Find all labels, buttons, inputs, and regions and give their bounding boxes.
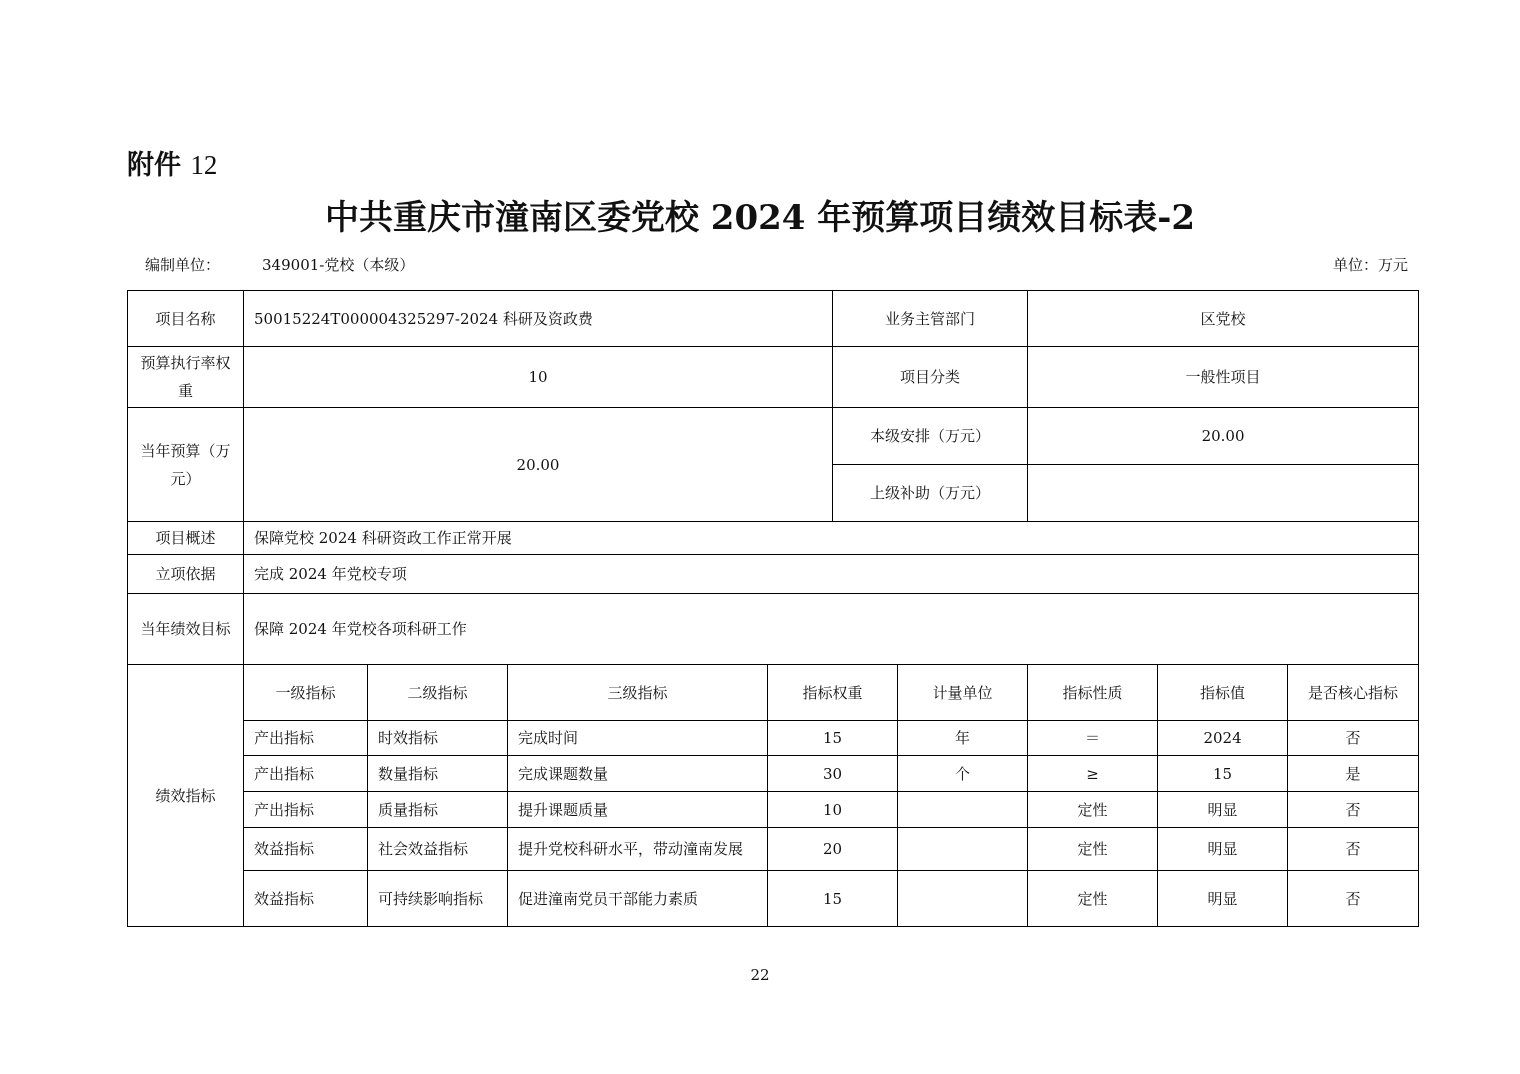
budget-value: 20.00 xyxy=(244,408,833,522)
basis-label: 立项依据 xyxy=(128,555,244,594)
category-value: 一般性项目 xyxy=(1028,347,1419,408)
indicator-row xyxy=(128,871,1419,927)
indicator-level3: 完成时间 xyxy=(508,721,768,756)
indicator-unit xyxy=(898,828,1028,871)
indicator-row xyxy=(128,756,1419,792)
header-unit: 计量单位 xyxy=(898,665,1028,721)
indicator-unit xyxy=(898,871,1028,927)
indicator-level3: 完成课题数量 xyxy=(508,756,768,792)
compile-unit-value: 349001-党校（本级） xyxy=(262,256,415,274)
compile-unit-label: 编制单位： xyxy=(145,256,221,274)
goal-label: 当年绩效目标 xyxy=(128,594,244,665)
dept-label: 业务主管部门 xyxy=(833,291,1028,347)
indicator-core: 否 xyxy=(1288,871,1419,927)
header-core: 是否核心指标 xyxy=(1288,665,1419,721)
attachment-prefix: 附件 xyxy=(127,150,181,181)
dept-value: 区党校 xyxy=(1028,291,1419,347)
indicator-level1: 产出指标 xyxy=(244,721,368,756)
indicator-level2: 可持续影响指标 xyxy=(368,871,508,927)
header-nature: 指标性质 xyxy=(1028,665,1158,721)
indicator-header-row xyxy=(128,665,1419,721)
unit-label: 单位：万元 xyxy=(1332,256,1408,274)
local-value: 20.00 xyxy=(1028,408,1419,465)
table-row xyxy=(128,522,1419,555)
table-row xyxy=(128,291,1419,347)
budget-label: 当年预算（万元） xyxy=(128,408,244,522)
indicator-weight: 20 xyxy=(768,828,898,871)
attachment-label xyxy=(127,143,217,182)
basis-value: 完成 2024 年党校专项 xyxy=(244,555,1419,594)
header-value: 指标值 xyxy=(1158,665,1288,721)
indicator-value: 明显 xyxy=(1158,828,1288,871)
indicator-level3: 提升课题质量 xyxy=(508,792,768,828)
budget-performance-table xyxy=(127,290,1419,927)
indicator-level2: 时效指标 xyxy=(368,721,508,756)
table-row xyxy=(128,347,1419,408)
indicator-level1: 产出指标 xyxy=(244,792,368,828)
indicator-level1: 效益指标 xyxy=(244,871,368,927)
exec-weight-label: 预算执行率权重 xyxy=(128,347,244,408)
exec-weight-value: 10 xyxy=(244,347,833,408)
table-row xyxy=(128,408,1419,465)
indicator-core: 否 xyxy=(1288,792,1419,828)
indicator-nature: 定性 xyxy=(1028,792,1158,828)
indicator-nature: 定性 xyxy=(1028,871,1158,927)
table-row xyxy=(128,555,1419,594)
header-level3: 三级指标 xyxy=(508,665,768,721)
table-row xyxy=(128,594,1419,665)
indicator-row xyxy=(128,792,1419,828)
indicator-weight: 30 xyxy=(768,756,898,792)
header-level1: 一级指标 xyxy=(244,665,368,721)
table-body xyxy=(128,291,1419,927)
indicator-level1: 效益指标 xyxy=(244,828,368,871)
indicator-level2: 质量指标 xyxy=(368,792,508,828)
attachment-number: 12 xyxy=(190,150,218,180)
indicator-value: 明显 xyxy=(1158,871,1288,927)
indicator-level2: 社会效益指标 xyxy=(368,828,508,871)
superior-value xyxy=(1028,465,1419,522)
indicator-core: 是 xyxy=(1288,756,1419,792)
indicator-unit: 年 xyxy=(898,721,1028,756)
indicator-weight: 15 xyxy=(768,871,898,927)
indicator-weight: 15 xyxy=(768,721,898,756)
indicator-row xyxy=(128,721,1419,756)
indicator-unit: 个 xyxy=(898,756,1028,792)
indicator-value: 明显 xyxy=(1158,792,1288,828)
indicator-value: 2024 xyxy=(1158,721,1288,756)
indicator-level2: 数量指标 xyxy=(368,756,508,792)
goal-value: 保障 2024 年党校各项科研工作 xyxy=(244,594,1419,665)
indicators-label: 绩效指标 xyxy=(128,665,244,927)
page-number: 22 xyxy=(750,966,770,984)
indicator-weight: 10 xyxy=(768,792,898,828)
overview-label: 项目概述 xyxy=(128,522,244,555)
compile-unit xyxy=(145,254,414,275)
header-weight: 指标权重 xyxy=(768,665,898,721)
indicator-level3: 提升党校科研水平，带动潼南发展 xyxy=(508,828,768,871)
superior-label: 上级补助（万元） xyxy=(833,465,1028,522)
overview-value: 保障党校 2024 科研资政工作正常开展 xyxy=(244,522,1419,555)
indicator-nature: 定性 xyxy=(1028,828,1158,871)
indicator-level1: 产出指标 xyxy=(244,756,368,792)
indicator-nature: ＝ xyxy=(1028,721,1158,756)
indicator-row xyxy=(128,828,1419,871)
project-name-value: 50015224T000004325297-2024 科研及资政费 xyxy=(244,291,833,347)
indicator-core: 否 xyxy=(1288,721,1419,756)
page-title: 中共重庆市潼南区委党校 2024 年预算项目绩效目标表-2 xyxy=(324,198,1196,238)
local-label: 本级安排（万元） xyxy=(833,408,1028,465)
indicator-value: 15 xyxy=(1158,756,1288,792)
project-name-label: 项目名称 xyxy=(128,291,244,347)
header-level2: 二级指标 xyxy=(368,665,508,721)
indicator-core: 否 xyxy=(1288,828,1419,871)
indicator-unit xyxy=(898,792,1028,828)
category-label: 项目分类 xyxy=(833,347,1028,408)
indicator-level3: 促进潼南党员干部能力素质 xyxy=(508,871,768,927)
indicator-nature: ≥ xyxy=(1028,756,1158,792)
